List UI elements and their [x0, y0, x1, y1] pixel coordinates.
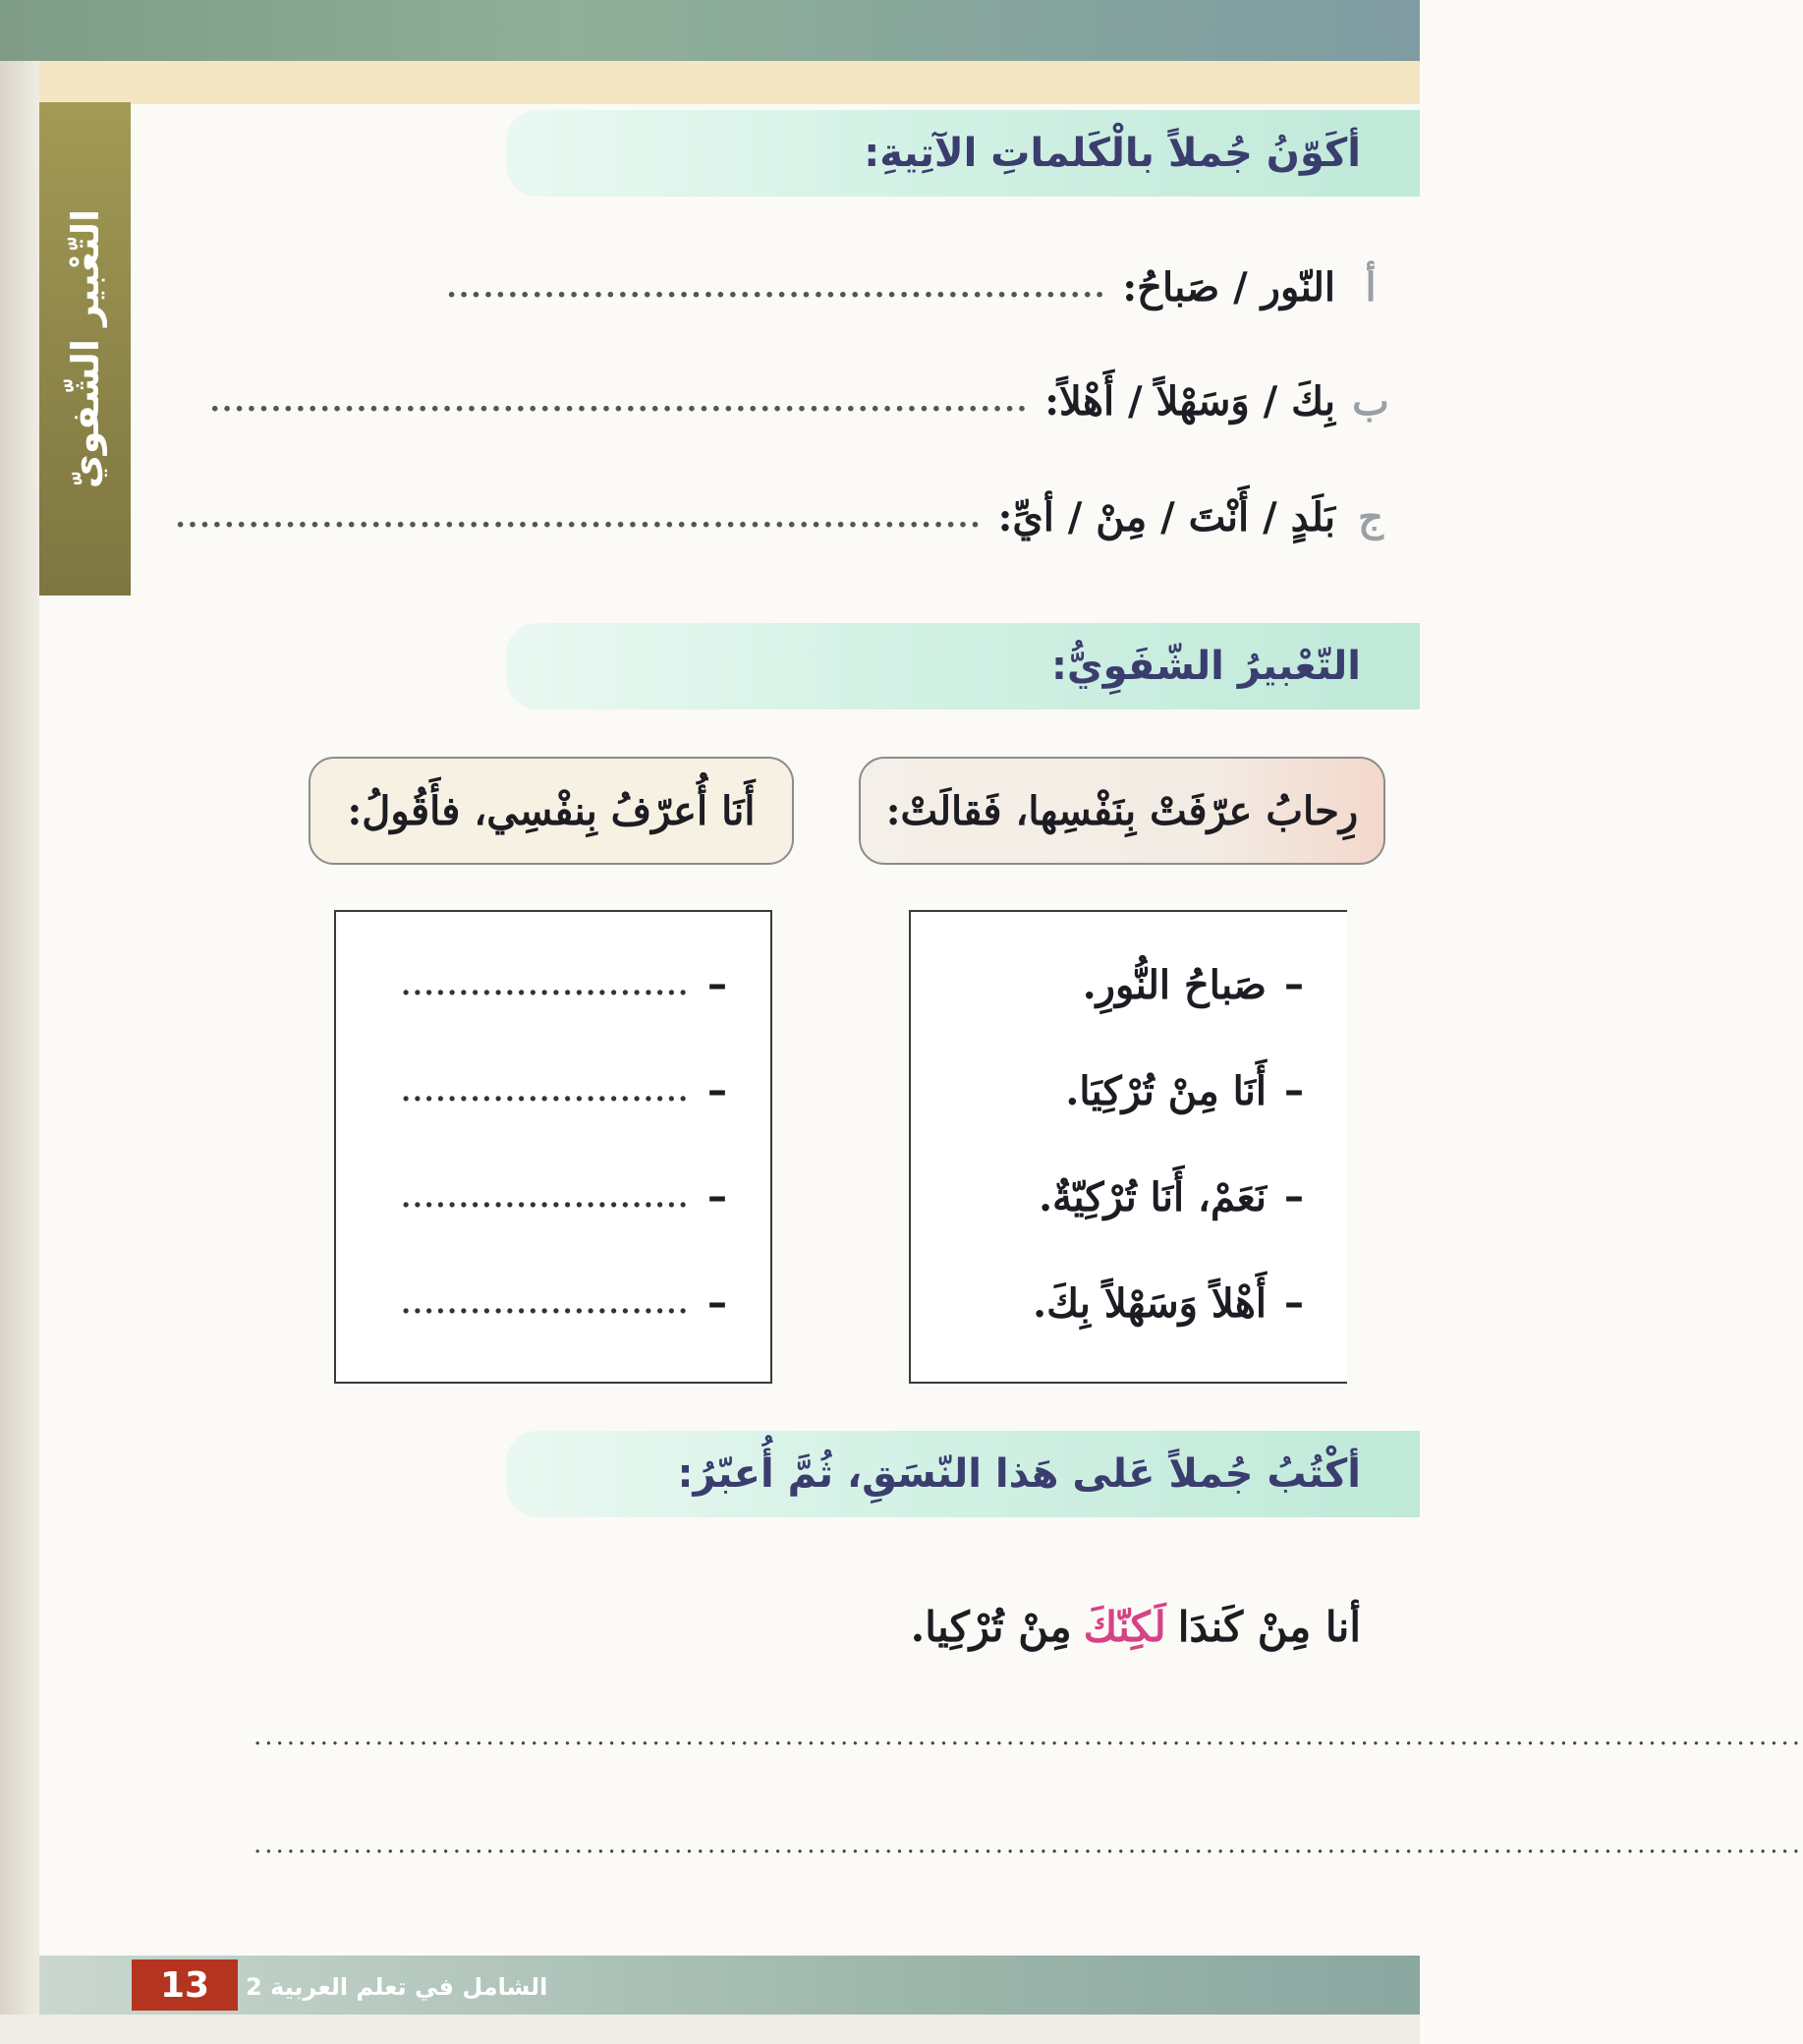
- exercise-letter: ج: [1358, 493, 1383, 540]
- section-title: أكَوّنُ جُملاً بالْكَلماتِ الآتِيةِ:: [864, 131, 1361, 176]
- pattern-start: أنا مِنْ كَندَا: [1177, 1602, 1361, 1651]
- answer-dots[interactable]: .........................: [401, 1074, 690, 1107]
- exercise-line-a: [446, 257, 1390, 316]
- exercise-line-b: [209, 371, 1390, 430]
- section-title: أكْتُبُ جُملاً عَلى هَذا النّسَقِ، ثُمَّ أُعبّرُ:: [677, 1451, 1361, 1497]
- dash: –: [707, 1174, 727, 1220]
- exercise-line-c: [175, 487, 1390, 546]
- section-header-form-sentences: [506, 110, 1420, 197]
- page-number: 13: [132, 1959, 238, 2011]
- exercise-words: بِكَ / وَسَهْلاً / أَهْلاً:: [1044, 377, 1335, 425]
- dash: –: [1284, 962, 1304, 1007]
- dash: –: [1284, 1068, 1304, 1113]
- dialogue-line: [1083, 957, 1304, 1012]
- answer-dots[interactable]: ...................................................................: [209, 383, 1030, 419]
- section-title: التّعْبيرُ الشّفَوِيُّ:: [1050, 644, 1361, 689]
- exercise-letter: أ: [1365, 263, 1377, 311]
- side-chapter-tab: [39, 102, 131, 596]
- answer-line: [401, 1276, 727, 1331]
- answer-dots[interactable]: .........................: [401, 968, 690, 1001]
- dash: –: [1284, 1280, 1304, 1326]
- book-title: الشامل في تعلم العربية 2: [246, 1973, 548, 2001]
- dialogue-line: [1033, 1276, 1304, 1331]
- answer-line: [401, 1063, 727, 1118]
- dash: –: [707, 1068, 727, 1113]
- exercise-letter: ب: [1352, 377, 1389, 425]
- pattern-end: مِنْ تُرْكِيا.: [910, 1602, 1072, 1651]
- exercise-words: بَلَدٍ / أَنْتَ / مِنْ / أيِّ:: [997, 493, 1335, 540]
- side-tab-label: التّعْبير الشّفويّ: [63, 208, 107, 489]
- dialogue-text: أَنَا مِنْ تُرْكِيَا.: [1065, 1067, 1267, 1114]
- top-cream-band: [39, 61, 1420, 104]
- section-header-write-sentences: [506, 1431, 1420, 1517]
- top-decorative-band: [0, 0, 1420, 61]
- dialogue-line: [1039, 1169, 1304, 1224]
- answer-line: [401, 957, 727, 1012]
- dash: –: [707, 962, 727, 1007]
- answer-dots[interactable]: ..................................................................: [175, 499, 983, 535]
- speech-bubble-rihab: [859, 757, 1385, 865]
- dialogue-text: صَباحُ النُّورِ.: [1082, 961, 1267, 1008]
- section-header-oral-expression: [506, 623, 1420, 710]
- answer-dots[interactable]: .........................: [401, 1286, 690, 1320]
- exercise-words: النّور / صَباحُ:: [1122, 263, 1335, 311]
- bottom-strip: [0, 2015, 1420, 2044]
- dialogue-text: أَهْلاً وَسَهْلاً بِكَ.: [1033, 1279, 1267, 1327]
- dash: –: [707, 1280, 727, 1326]
- dialogue-box-example: [909, 910, 1347, 1384]
- dialogue-text: نَعَمْ، أَنَا تُرْكِيّةٌ.: [1039, 1173, 1267, 1221]
- writing-line-2[interactable]: ............................................................................................................................................: [254, 1830, 1803, 1859]
- answer-dots[interactable]: .........................: [401, 1180, 690, 1214]
- speech-bubble-self: [309, 757, 794, 865]
- dialogue-line: [1065, 1063, 1304, 1118]
- page-edge: [0, 0, 39, 2044]
- dash: –: [1284, 1174, 1304, 1220]
- bubble-text: أَنَا أُعرّفُ بِنفْسِي، فأَقُولُ:: [347, 787, 756, 834]
- writing-line-1[interactable]: ............................................................................................................................................: [254, 1722, 1803, 1751]
- answer-line: [401, 1169, 727, 1224]
- answer-dots[interactable]: ......................................................: [446, 269, 1107, 305]
- pattern-highlight-word: لَكِنّكَ: [1083, 1602, 1166, 1651]
- pattern-sentence: [911, 1592, 1361, 1661]
- bubble-text: رِحابُ عرّفَتْ بِنَفْسِها، فَقالَتْ:: [885, 787, 1359, 834]
- dialogue-box-answer: [334, 910, 772, 1384]
